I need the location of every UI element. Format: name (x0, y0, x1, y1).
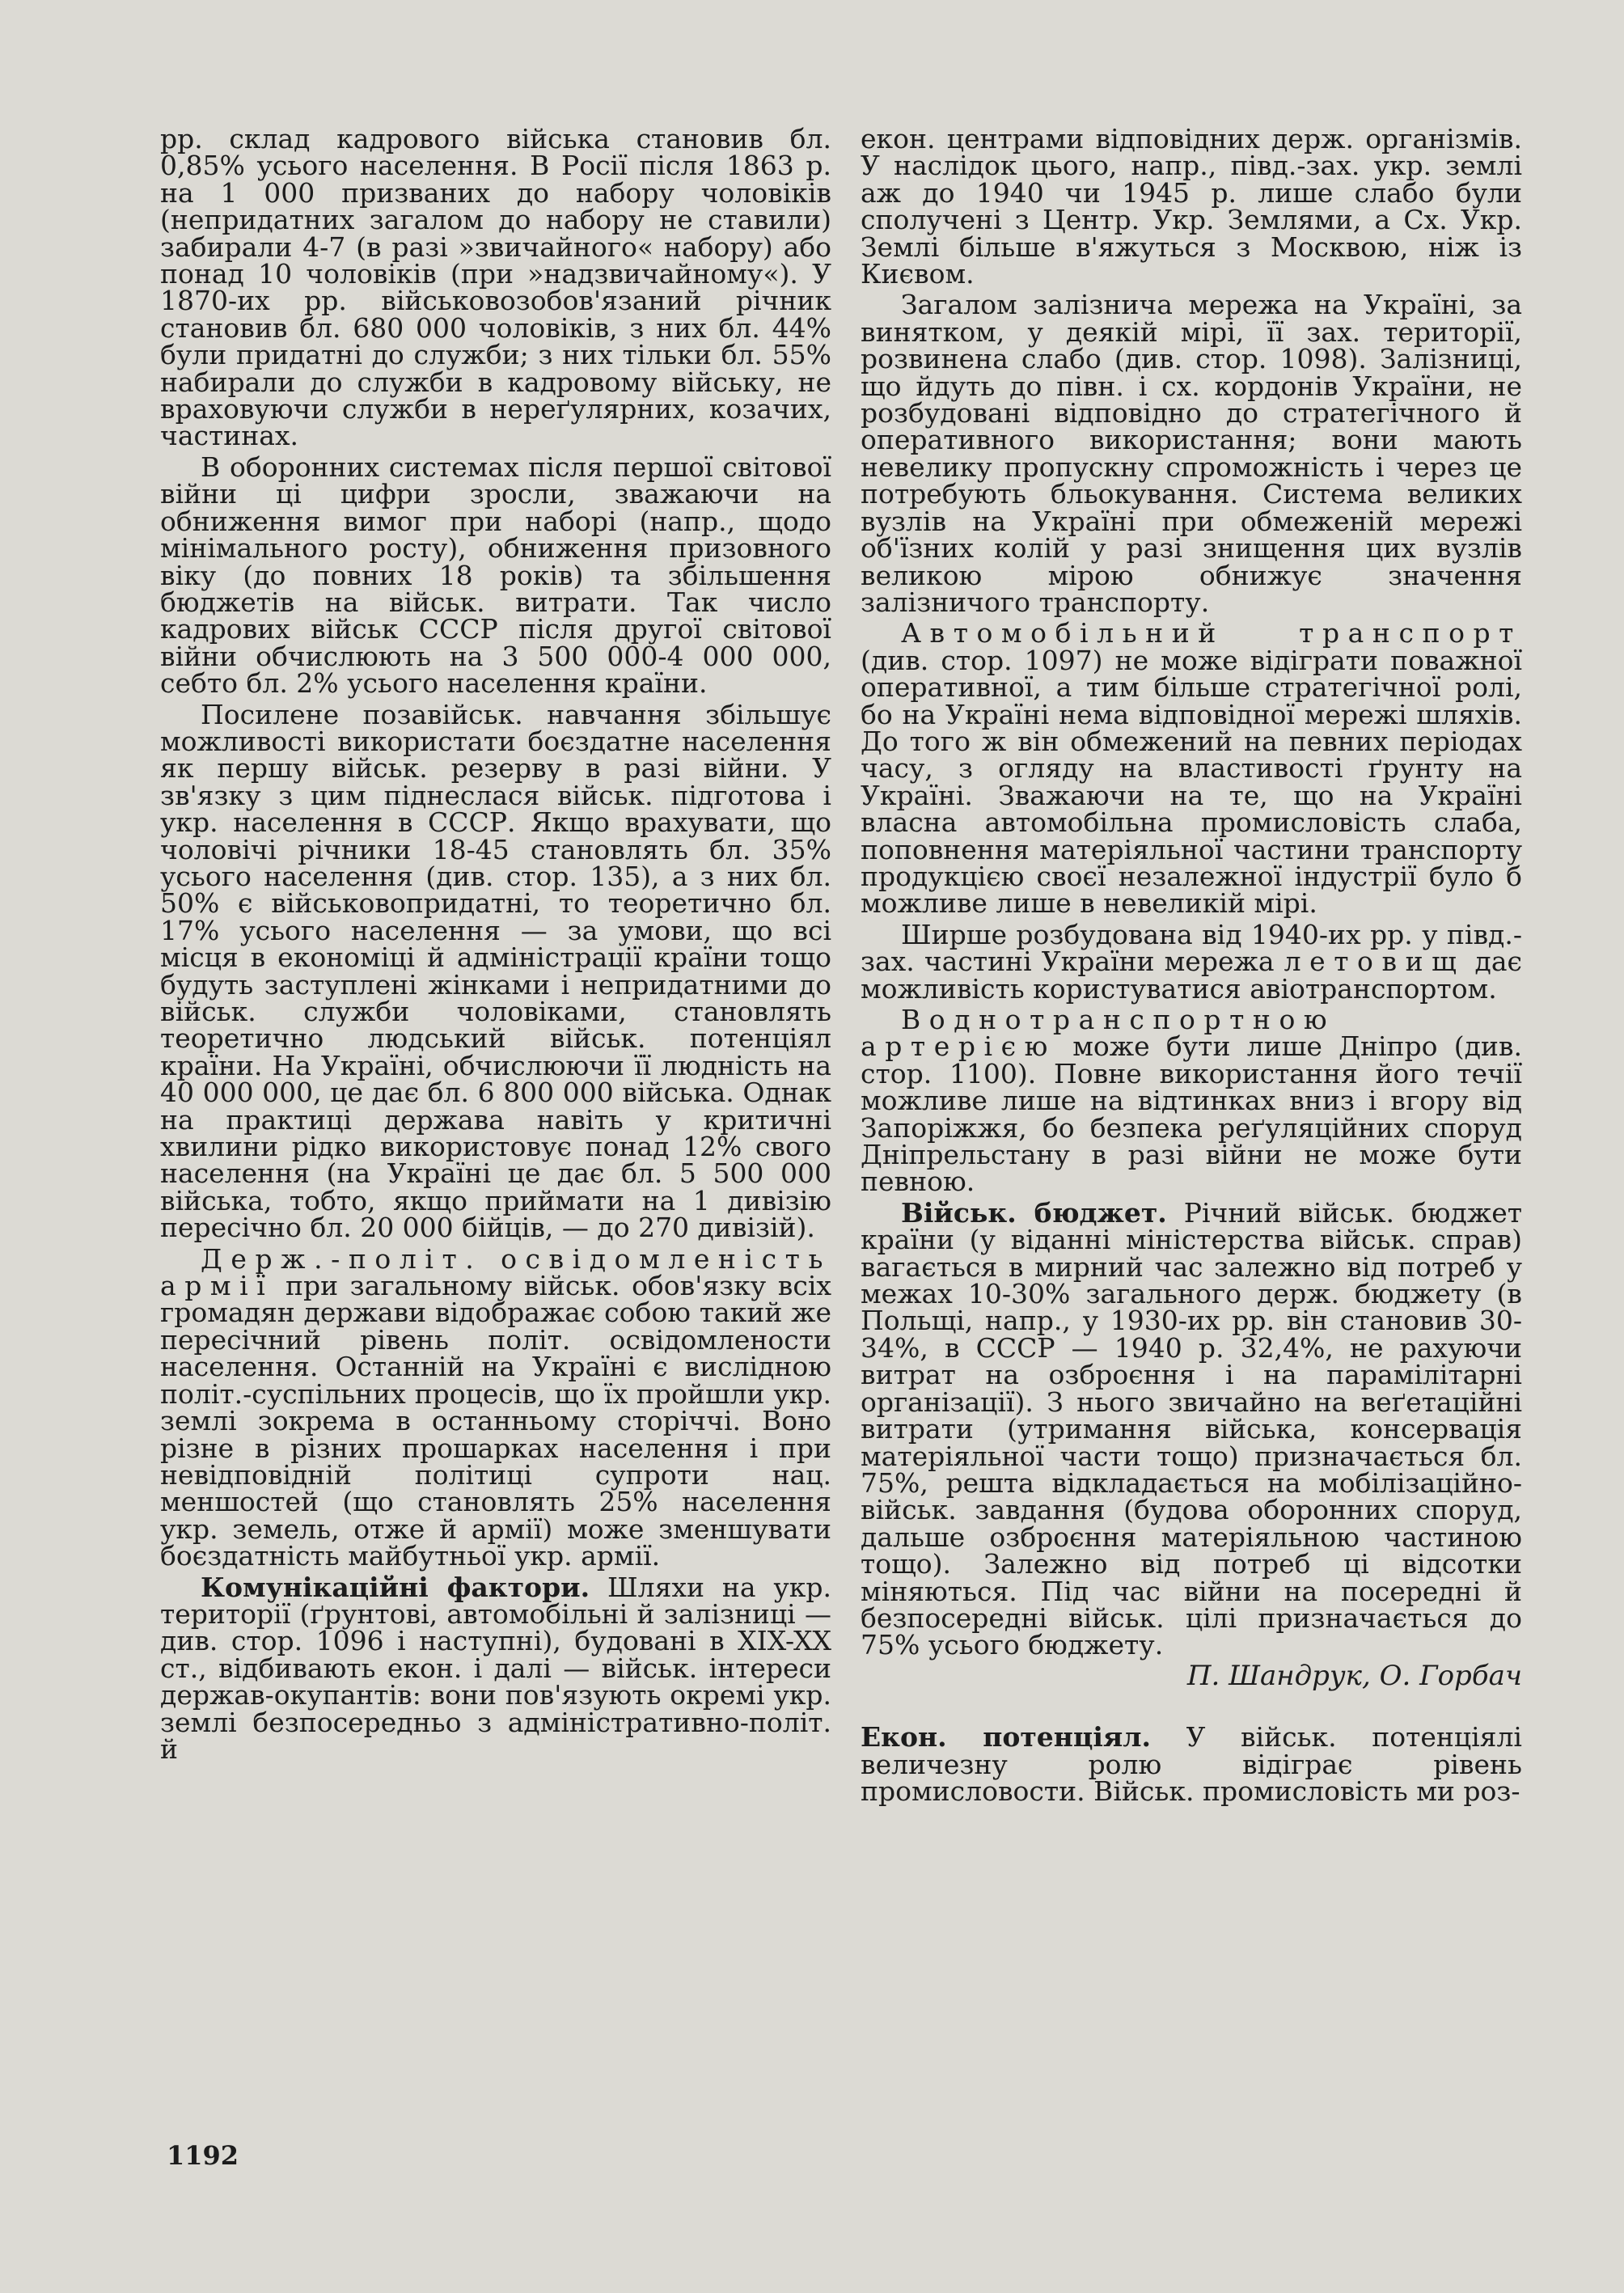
paragraph: Загалом залізнича мережа на Україні, за винятком, у деякій мірі, її зах. території, розвинена слабо (див. стор. 1098). Залізниці, що йдуть до півн. і сх. кордонів України, не розбудовані відповідно до стратегічного й оперативного використання; вони мають невелику пропускну спроможність і через це потребують бльокування. Система великих вузлів на Україні при обмеженій мережі об'їзних колій у разі знищення цих вузлів великою мірою обнижує значення залізничого транспорту. (861, 289, 1522, 618)
right-column (861, 125, 1522, 1809)
paragraph-text: У військ. потенціялі величезну ролю відіграє рівень промисловости. Військ. промисловість ми роз- (861, 1721, 1522, 1807)
section-heading: Комунікаційні фактори. (201, 1571, 590, 1603)
paragraph-text: дає можливість користуватися авіотранспортом. (861, 946, 1522, 1005)
paragraph-text: Річний військ. бюджет країни (у віданні міністерства військ. справ) вагається в мирний час залежно від потреб у межах 10-30% загального держ. бюджету (в Польщі, напр., у 1930-их рр. він становив 30-34%, в СССР — 1940 р. 32,4%, не рахуючи витрат на озброєння і на парамілітарні організації). З нього звичайно на веґетаційні витрати (утримання війська, консервація матеріяльної части тощо) призначається бл. 75%, решта відкладається на мобілізаційно-військ. завдання (будова оборонних споруд, дальше озброєння матеріяльною частиною тощо). Залежно від потреб ці відсотки міняються. Під час війни на посередні й безпосередні військ. цілі призначається до 75% усього бюджету. (861, 1196, 1522, 1661)
paragraph: Посилене позавійськ. навчання збільшує можливості використати боєздатне населення як першу військ. резерву в разі війни. У зв'язку з цим піднеслася військ. підготова і укр. населення в СССР. Якщо врахувати, що чоловічі річники 18-45 становлять бл. 35% усього населення (див. стор. 135), а з них бл. 50% є військовопридатні, то теоретично бл. 17% усього населення — за умови, що всі місця в економіці й адміністрації країни тощо будуть заступлені жінками і непридатними до військ. служби чоловіками, становлять теоретично людський військ. потенціял країни. На Україні, обчислюючи її людність на 40 000 000, це дає бл. 6 800 000 війська. Однак на практиці держава навіть у критичні хвилини рідко використовує понад 12% свого населення (на Україні це дає бл. 5 500 000 війська, тобто, якщо приймати на 1 дивізію пересічно бл. 20 000 бійців, — до 270 дивізій). (160, 698, 831, 1244)
paragraph (861, 1196, 1522, 1661)
paragraph (160, 1242, 831, 1572)
paragraph (160, 1571, 831, 1765)
paragraph: екон. центрами відповідних держ. організмів. У наслідок цього, напр., півд.-зах. укр. землі аж до 1940 чи 1945 р. лише слабо були сполучені з Центр. Укр. Землями, а Сх. Укр. Землі більше в'яжуться з Москвою, ніж із Києвом. (861, 123, 1522, 290)
paragraph-text: Шляхи на укр. території (ґрунтові, автомобільні й залізниці — див. стор. 1096 і наступні), будовані в XIX-XX ст., відбивають екон. і далі — військ. інтереси держав-окупантів: вони пов'язують окремі укр. землі безпосередньо з адміністративно-політ. й (160, 1571, 831, 1765)
paragraph-text: (див. стор. 1097) не може відіграти поважної оперативної, а тим більше стратегічної ролі, бо на Україні нема відповідної мережі шляхів. До того ж він обмежений на певних періодах часу, з огляду на властивості ґрунту на Україні. Зважаючи на те, що на Україні власна автомобільна промисловість слаба, поповнення матеріяльної частини транспорту продукцією своєї незалежної індустрії було б можливе лише в невеликій мірі. (861, 644, 1522, 920)
paragraph-text: може бути лише Дніпро (див. стор. 1100). Повне використання його течії можливе лише на відтинках вниз і вгору від Запоріжжя, бо безпека реґуляційних споруд Дніпрельстану в разі війни не може бути певною. (861, 1030, 1522, 1198)
spaced-heading: Держ.-політ. освідомленість армії (160, 1242, 831, 1302)
paragraph-text: при загальному військ. обов'язку всіх громадян держави відображає собою такий же пересічний рівень політ. освідомлености населення. Останній на Україні є вислідною політ.-суспільних процесів, що їх пройшли укр. землі зокрема в останньому сторіччі. Воно різне в різних прошарках населення і при невідповідній політиці супроти нац. меншостей (що становлять 25% населення укр. земель, отже й армії) може зменшувати боєздатність майбутньої укр. армії. (160, 1270, 831, 1572)
author-signature: П. Шандрук, О. Горбач (1186, 1659, 1522, 1692)
page-number: 1192 (167, 2140, 239, 2171)
section-heading: Екон. потенціял. (861, 1721, 1152, 1754)
paragraph (861, 1721, 1522, 1807)
spaced-term: летовищ (1284, 946, 1465, 978)
spaced-heading: Автомобільний транспорт (901, 617, 1522, 649)
section-heading: Військ. бюджет. (901, 1196, 1167, 1229)
paragraph: рр. склад кадрового війська становив бл. 0,85% усього населення. В Росії після 1863 р. на 1 000 призваних до набору чоловіків (непридатних загалом до набору не ставили) забирали 4-7 (в разі »звичайного« набору) або понад 10 чоловіків (при »надзвичайному«). У 1870-их рр. військовозобов'язаний річник становив бл. 680 000 чоловіків, з них бл. 44% були придатні до служби; з них тільки бл. 55% набирали до служби в кадровому війську, не враховуючи служби в нереґулярних, козачих, частинах. (160, 123, 831, 452)
paragraph-text: Ширше розбудована від 1940-их рр. у півд.-зах. частині України мережа (861, 918, 1522, 978)
paragraph: В оборонних системах після першої світової війни ці цифри зросли, зважаючи на обниження вимог при наборі (напр., щодо мінімального росту), обниження призовного віку (до повних 18 років) та збільшення бюджетів на військ. витрати. Так число кадрових військ СССР після другої світової війни обчислюють на 3 500 000-4 000 000, себто бл. 2% усього населення країни. (160, 451, 831, 700)
paragraph (861, 1004, 1522, 1198)
spaced-heading: Воднотранспортною артерією (861, 1004, 1336, 1063)
paragraph (861, 617, 1522, 920)
left-column (160, 125, 831, 1766)
paragraph (861, 918, 1522, 1005)
